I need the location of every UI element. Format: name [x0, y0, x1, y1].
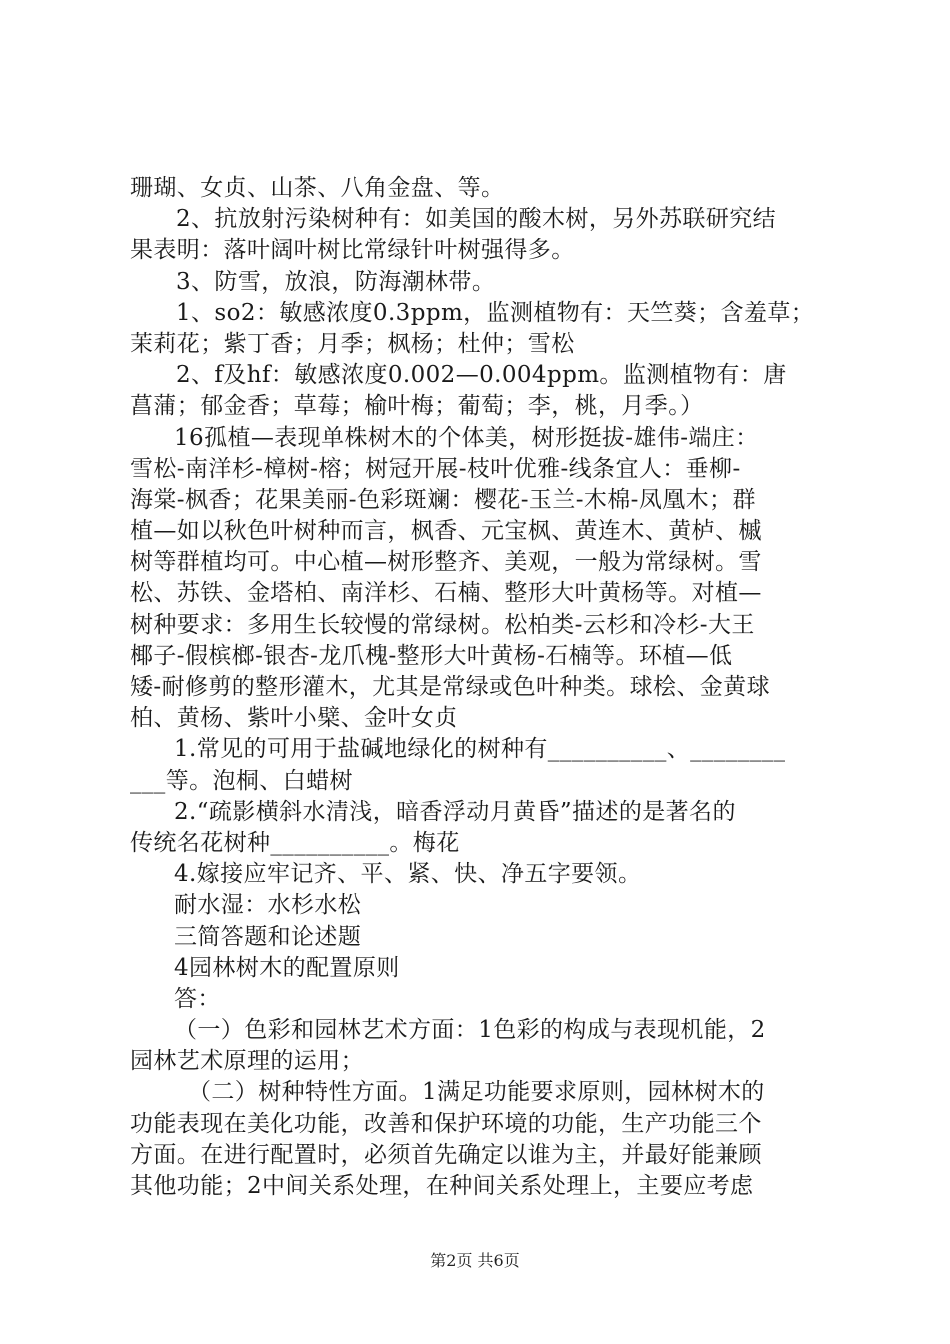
text-line: 16孤植—表现单株树木的个体美，树形挺拔-雄伟-端庄： [174, 424, 759, 451]
text-line: 方面。在进行配置时，必须首先确定以谁为主，并最好能兼顾 [130, 1141, 762, 1168]
text-line: 其他功能；2中间关系处理，在种间关系处理上，主要应考虑 [130, 1173, 754, 1199]
text-line: 1、so2：敏感浓度0.3ppm，监测植物有：天竺葵；含羞草； [176, 299, 815, 326]
text-line: 3、防雪，放浪，防海潮林带。 [176, 268, 496, 295]
question-heading: 4园林树木的配置原则 [174, 954, 400, 981]
text-line: 1.常见的可用于盐碱地绿化的树种有__________、________ [174, 736, 786, 763]
text-line: 植—如以秋色叶树种而言，枫香、元宝枫、黄连木、黄栌、槭 [130, 518, 762, 545]
text-line: 耐水湿：水杉水松 [174, 892, 362, 919]
text-line: 功能表现在美化功能，改善和保护环境的功能，生产功能三个 [130, 1110, 762, 1137]
text-line: 传统名花树种__________。梅花 [130, 829, 460, 856]
document-body [130, 173, 840, 1202]
text-line: 树种要求：多用生长较慢的常绿树。松柏类-云杉和冷杉-大王 [130, 611, 755, 638]
text-line: 果表明：落叶阔叶树比常绿针叶树强得多。 [130, 237, 575, 264]
answer-label: 答： [174, 985, 221, 1012]
text-line: 2.“疏影横斜水清浅，暗香浮动月黄昏”描述的是著名的 [174, 798, 736, 825]
text-line: 4.嫁接应牢记齐、平、紧、快、净五字要领。 [174, 861, 642, 888]
text-line: 海棠-枫香；花果美丽-色彩斑斓：樱花-玉兰-木棉-凤凰木；群 [130, 486, 756, 513]
text-line: 松、苏铁、金塔柏、南洋杉、石楠、整形大叶黄杨等。对植— [130, 580, 762, 607]
text-line: 珊瑚、女贞、山茶、八角金盘、等。 [130, 175, 505, 201]
text-line: 雪松-南洋杉-樟树-榕；树冠开展-枝叶优雅-线条宜人：垂柳- [130, 455, 741, 482]
text-line: 树等群植均可。中心植—树形整齐、美观，一般为常绿树。雪 [130, 549, 762, 576]
text-line: 椰子-假槟榔-银杏-龙爪槐-整形大叶黄杨-石楠等。环植—低 [130, 642, 733, 669]
text-line: 茉莉花；紫丁香；月季；枫杨；杜仲；雪松 [130, 330, 575, 357]
text-line: 2、f及hf：敏感浓度0.002—0.004ppm。监测植物有：唐 [176, 362, 787, 389]
text-line: （二）树种特性方面。1满足功能要求原则，园林树木的 [188, 1079, 765, 1106]
text-line: 2、抗放射污染树种有：如美国的酸木树，另外苏联研究结 [176, 206, 777, 233]
section-heading: 三简答题和论述题 [174, 923, 362, 950]
page-number-footer: 第2页 共6页 [430, 1251, 520, 1270]
text-line: 菖蒲；郁金香；草莓；榆叶梅；葡萄；李，桃，月季。） [130, 393, 704, 420]
text-line: ___等。泡桐、白蜡树 [130, 767, 353, 794]
text-line: 柏、黄杨、紫叶小檗、金叶女贞 [130, 705, 458, 732]
text-line: （一）色彩和园林艺术方面：1色彩的构成与表现机能，2 [174, 1017, 766, 1044]
text-line: 矮-耐修剪的整形灌木，尤其是常绿或色叶种类。球桧、金黄球 [130, 674, 770, 700]
text-line: 园林艺术原理的运用； [130, 1048, 364, 1075]
